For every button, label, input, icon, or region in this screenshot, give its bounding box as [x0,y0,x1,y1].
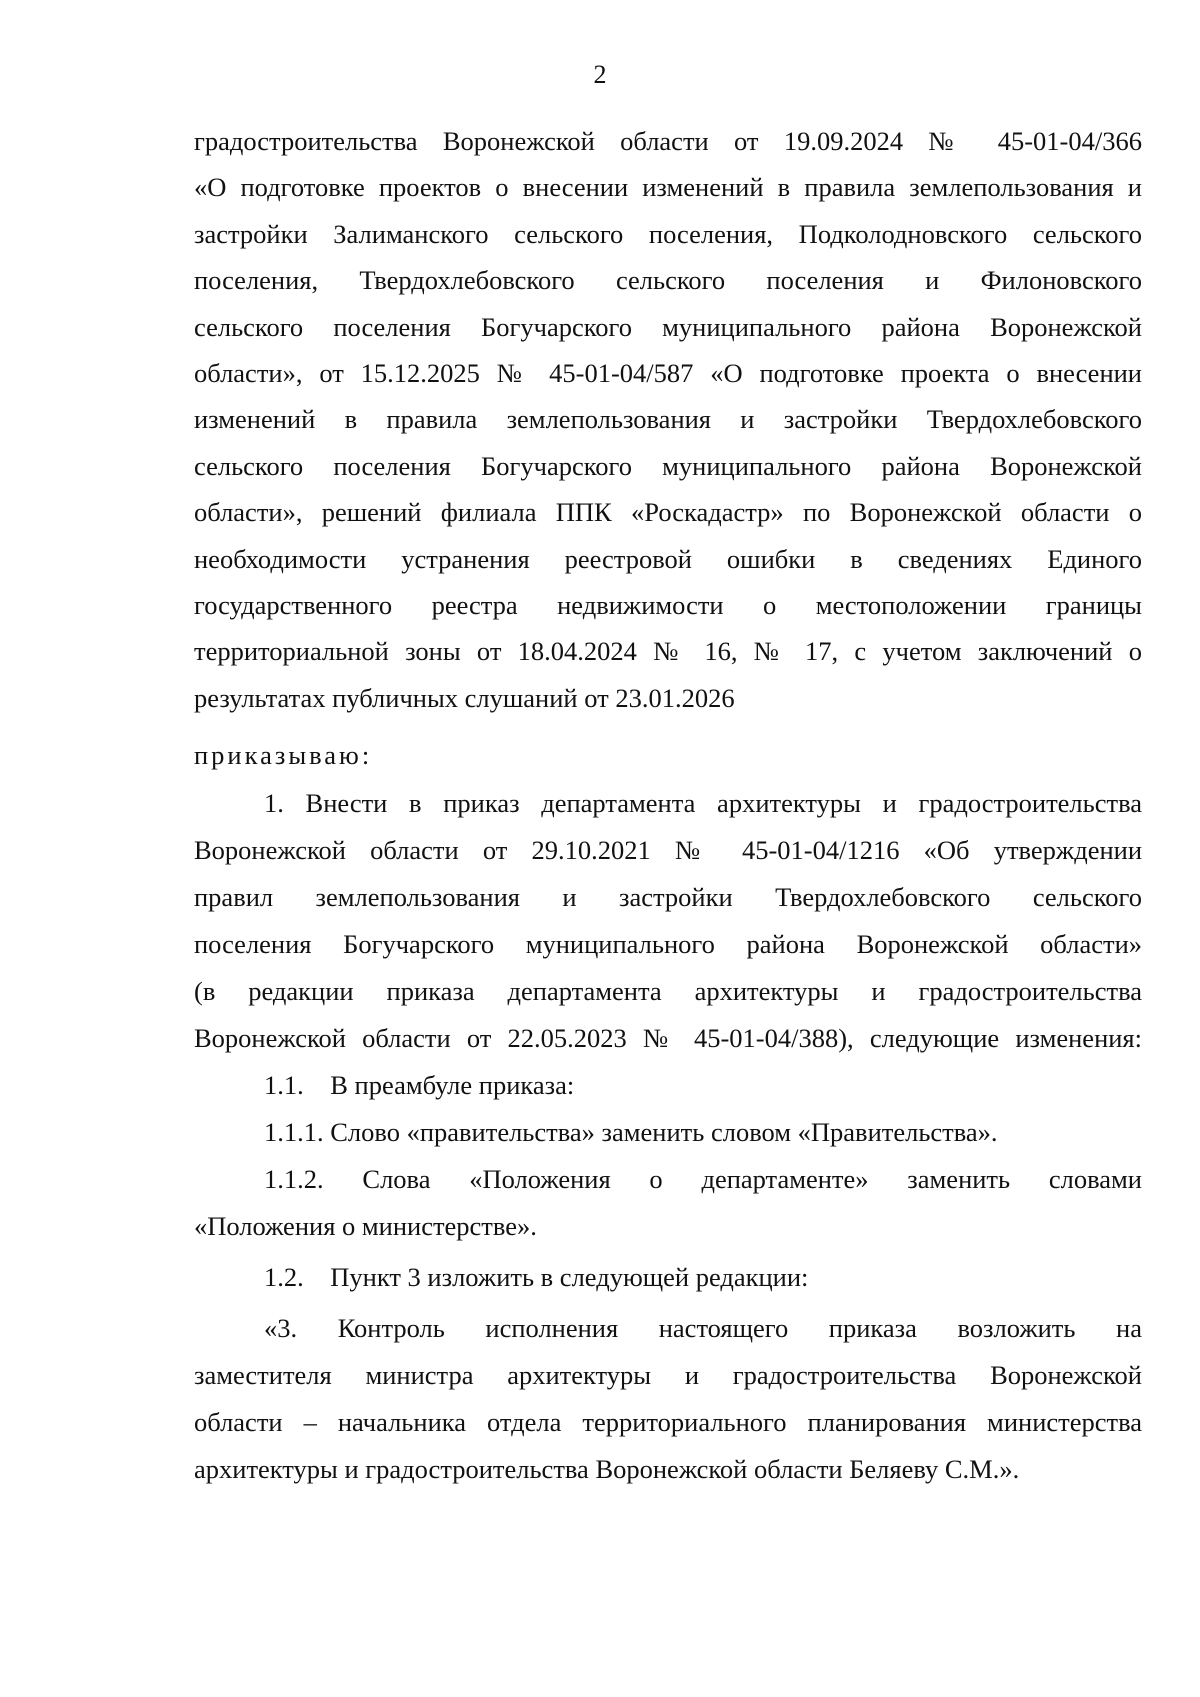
page-number: 2 [593,60,607,89]
text-line: «Положения о министерстве». [194,1211,537,1241]
item-1-1-paragraph: 1.1. В преамбуле приказа: [264,1070,575,1100]
text-line: области – начальника отдела территориального планирования министерства [194,1407,1142,1437]
order-word-block [194,732,1142,778]
text-line: 1.1.2. Слова «Положения о департаменте» заменить словами [264,1164,1142,1194]
item-1-2-paragraph: 1.2. Пункт 3 изложить в следующей редакции: [264,1262,809,1292]
order-items [194,780,1142,1493]
text-line: Воронежской области от 29.10.2021 № 45-01-04/1216 «Об утверждении [194,835,1142,865]
text-line: «3. Контроль исполнения настоящего приказа возложить на [264,1313,1142,1343]
text-line: поселения, Твердохлебовского сельского поселения и Филоновского [194,265,1142,296]
text-line: поселения Богучарского муниципального района Воронежской области» [194,929,1142,959]
text-line: области», решений филиала ППК «Роскадастр» по Воронежской области о [194,497,1142,528]
text-line: градостроительства Воронежской области от 19.09.2024 № 45-01-04/366 [194,126,1142,156]
item-1-1-1-paragraph: 1.1.1. Слово «правительства» заменить словом «Правительства». [264,1117,998,1147]
order-word: приказываю: [194,740,373,770]
text-line: архитектуры и градостроительства Воронежской области Беляеву С.М.». [194,1454,1020,1484]
text-line: области», от 15.12.2025 № 45-01-04/587 «О подготовке проекта о внесении [194,357,1142,388]
text-line: Воронежской области от 22.05.2023 № 45-01-04/388), следующие изменения: [194,1023,1142,1053]
text-line: территориальной зоны от 18.04.2024 № 16, № 17, с учетом заключений о [194,636,1142,667]
text-line: застройки Залиманского сельского поселения, Подколодновского сельского [194,218,1142,249]
text-line: заместителя министра архитектуры и градостроительства Воронежской [194,1360,1142,1390]
item-3-quote-paragraph [194,1305,1142,1493]
text-line: государственного реестра недвижимости о местоположении границы [194,589,1142,620]
text-line: «О подготовке проектов о внесении изменений в правила землепользования и [194,172,1142,203]
text-line: изменений в правила землепользования и застройки Твердохлебовского [194,404,1142,435]
text-line: необходимости устранения реестровой ошибки в сведениях Единого [194,543,1142,574]
preamble-paragraph [194,118,1142,721]
text-line: сельского поселения Богучарского муниципального района Воронежской [194,311,1142,342]
item-1-paragraph [194,780,1142,1062]
text-line: правил землепользования и застройки Твердохлебовского сельского [194,882,1142,912]
text-line: (в редакции приказа департамента архитектуры и градостроительства [194,976,1142,1006]
text-line: сельского поселения Богучарского муниципального района Воронежской [194,450,1142,481]
text-line: результатах публичных слушаний от 23.01.2026 [194,682,735,713]
text-line: 1. Внести в приказ департамента архитектуры и градостроительства [264,788,1142,818]
item-1-1-2-paragraph [194,1156,1142,1250]
